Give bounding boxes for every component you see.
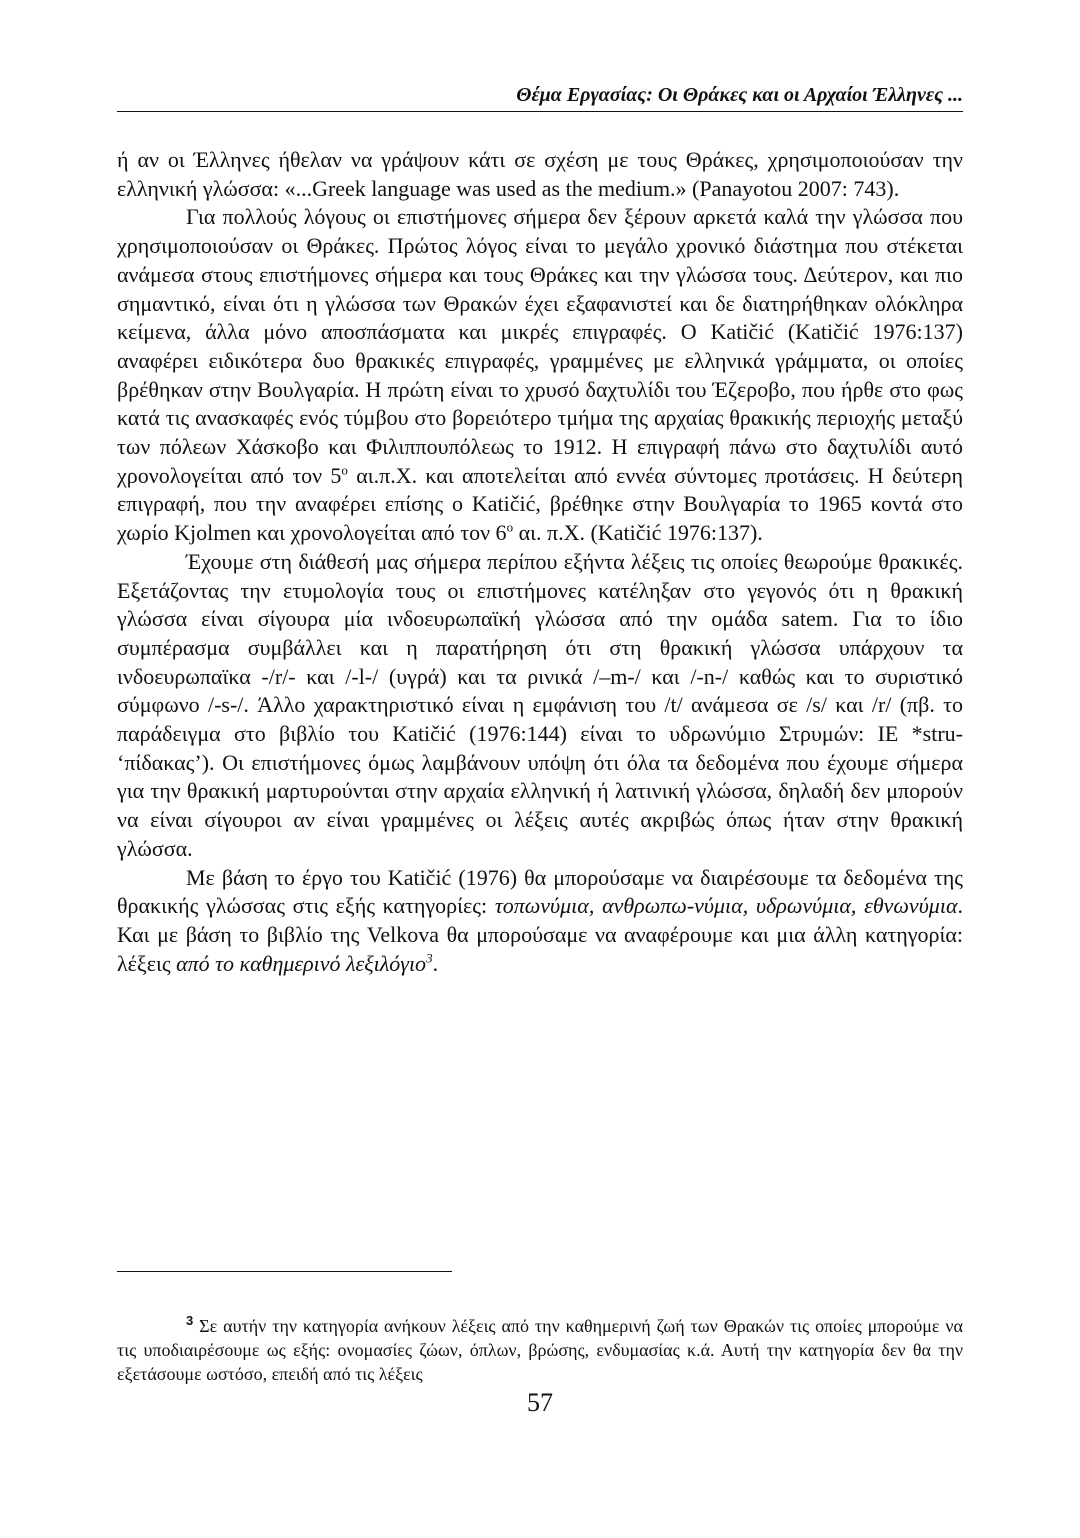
header-rule	[117, 111, 963, 112]
paragraph-4	[117, 864, 963, 979]
footnote	[117, 1314, 963, 1386]
italic-categories: τοπωνύμια, ανθρωπω-νύμια, υδρωνύμια, εθνωνύμια	[494, 893, 958, 919]
paragraph-2-part-c: αι. π.Χ. (Katičić 1976:137).	[513, 520, 763, 546]
paragraph-1: ή αν οι Έλληνες ήθελαν να γράψουν κάτι σε σχέση με τους Θράκες, χρησιμοποιούσαν την ελληνική γλώσσα: «...Greek language was used as the medium.» (Panayotou 2007: 743).	[117, 147, 963, 201]
body-text	[117, 146, 963, 978]
footnote-marker: 3	[186, 1313, 194, 1328]
paragraph-3: Έχουμε στη διάθεσή μας σήμερα περίπου εξήντα λέξεις τις οποίες θεωρούμε θρακικές. Εξετάζοντας την ετυμολογία τους οι επιστήμονες κατέληξαν στο γεγονός ότι η θρακική γλώσσα είναι σίγουρα μία ινδοευρωπαϊκή γλώσσα από την ομάδα satem. Για το ίδιο συμπέρασμα συμβάλλει και η παρατήρηση ότι στη θρακική γλώσσα υπάρχουν τα ινδοευρωπαϊκα -/r/- και /-l-/ (υγρά) και τα ρινικά /–m-/ και /-n-/ καθώς και το συριστικό σύμφωνο /-s-/. Άλλο χαρακτηριστικό είναι η εμφάνιση του /t/ ανάμεσα σε /s/ και /r/ (πβ. το παράδειγμα στο βιβλίο του Katičić (1976:144) είναι το υδρωνύμιο Στρυμών: IE *stru- ‘πίδακας’). Οι επιστήμονες όμως λαμβάνουν υπόψη ότι όλα τα δεδομένα που έχουμε σήμερα για την θρακική μαρτυρούνται στην αρχαία ελληνική ή λατινική γλώσσα, δηλαδή δεν μπορούν να είναι σίγουροι αν είναι γραμμένες οι λέξεις αυτές ακριβώς όπως ήταν στην θρακική γλώσσα.	[117, 548, 963, 861]
paragraph-2-part-a: Για πολλούς λόγους οι επιστήμονες σήμερα δεν ξέρουν αρκετά καλά την γλώσσα που χρησιμοποιούσαν οι Θράκες. Πρώτος λόγος είναι το μεγάλο χρονικό διάστημα που στέκεται ανάμεσα στους επιστήμονες σήμερα και τους Θράκες και την γλώσσα τους. Δεύτερον, και πιο σημαντικό, είναι ότι η γλώσσα των Θρακών έχει εξαφανιστεί και δε διατηρήθηκαν ολόκληρα κείμενα, άλλα μόνο αποσπάσματα και μικρές επιγραφές. Ο Katičić (Katičić 1976:137) αναφέρει ειδικότερα δυο θρακικές επιγραφές, γραμμένες με ελληνικά γράμματα, οι οποίες βρέθηκαν στην Βουλγαρία. Η πρώτη είναι το χρυσό δαχτυλίδι του Έζεροβο, που ήρθε στο φως κατά τις ανασκαφές ενός τύμβου στο βορειότερο τμήμα της αρχαίας θρακικής περιοχής μεταξύ των πόλεων Χάσκοβο και Φιλιππουπόλεως το 1912. Η επιγραφή πάνω στο δαχτυλίδι αυτό χρονολογείται από τον 5	[117, 204, 963, 488]
paragraph-2	[117, 203, 963, 547]
superscript-ordinal: ο	[506, 519, 514, 535]
footnote-reference[interactable]: 3	[426, 950, 433, 966]
italic-everyday-vocabulary-text: από το καθημερινό λεξιλόγιο	[176, 950, 427, 976]
paragraph-4-part-b: . Και με βάση το βιβλίο της Velkova θα μπορούσαμε να αναφέρουμε και μια άλλη κατηγορία: λέξεις	[117, 893, 963, 976]
footnote-paragraph	[117, 1314, 963, 1386]
footnote-rule	[117, 1271, 452, 1272]
paragraph-4-part-a: Με βάση το έργο του Katičić (1976) θα μπορούσαμε να διαιρέσουμε τα δεδομένα της θρακικής γλώσσας στις εξής κατηγορίες:	[117, 864, 963, 919]
superscript-ordinal: ο	[341, 462, 348, 478]
page-number: 57	[527, 1388, 553, 1417]
paragraph-4-part-c: .	[432, 950, 439, 976]
paragraph-2-part-b: αι.π.Χ. και αποτελείται από εννέα σύντομες προτάσεις. Η δεύτερη επιγραφή, που την αναφέρει επίσης ο Katičić, βρέθηκε στην Βουλγαρία το 1965 κοντά στο χωρίο Kjolmen και χρονολογείται από τον 6	[117, 462, 963, 546]
italic-everyday-vocabulary	[176, 951, 432, 976]
footnote-text: Σε αυτήν την κατηγορία ανήκουν λέξεις από την καθημερινή ζωή των Θρακών τις οποίες μπορούμε να τις υποδιαιρέσουμε ως εξής: ονομασίες ζώων, όπλων, βρώσης, ενδυμασίας κ.ά. Αυτή την κατηγορία δεν θα την εξετάσουμε ωστόσο, επειδή από τις λέξεις	[117, 1316, 963, 1384]
running-header: Θέμα Εργασίας: Οι Θράκες και οι Αρχαίοι Έλληνες ...	[516, 84, 963, 106]
